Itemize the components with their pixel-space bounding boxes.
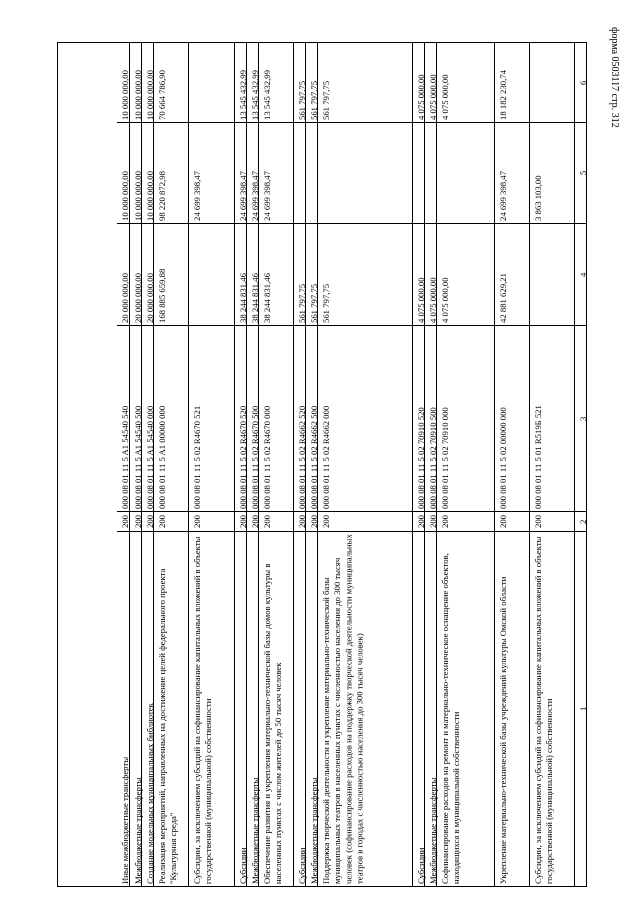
cell-code: 000 08 01 11 5 02 R4662 520	[294, 326, 305, 512]
table-row	[293, 43, 305, 886]
cell-name: Межбюджетные трансферты	[250, 777, 260, 884]
cell-line-code: 200	[437, 512, 494, 532]
cell-approved: 38 244 831,46	[235, 224, 246, 326]
cell-code: 000 08 01 11 5 02 70910 000	[437, 326, 494, 512]
cell-unexecuted: 561 797,75	[306, 43, 317, 123]
cell-unexecuted: 70 664 786,90	[154, 43, 188, 123]
cell-unexecuted: 13 545 432,99	[247, 43, 258, 123]
cell-executed: 10 000 000,00	[142, 123, 153, 224]
table-row	[412, 43, 424, 886]
header-col-3: 3	[575, 326, 586, 512]
cell-line-code: 200	[413, 512, 424, 532]
cell-executed	[318, 123, 412, 224]
header-col-6: 6	[575, 43, 586, 123]
header-col-4: 4	[575, 224, 586, 326]
cell-code: 000 08 01 11 5 A1 54540 000	[142, 326, 153, 512]
cell-approved: 561 797,75	[294, 224, 305, 326]
cell-name: Субсидии, за исключением субсидий на софинансирование капитальных вложений в объекты государственной (муниципальной) собственности	[533, 536, 555, 884]
cell-code: 000 08 01 11 5 02 R4670 521	[189, 326, 234, 512]
cell-name: Укрепление материально-технической базы учреждений культуры Омской области	[498, 576, 508, 884]
cell-approved: 4 075 000,00	[413, 224, 424, 326]
cell-name: Межбюджетные трансферты	[133, 777, 143, 884]
cell-executed: 10 000 000,00	[130, 123, 141, 224]
cell-unexecuted: 13 545 432,99	[259, 43, 293, 123]
cell-line-code: 200	[318, 512, 412, 532]
cell-line-code: 200	[495, 512, 529, 532]
cell-unexecuted: 10 000 000,00	[142, 43, 153, 123]
form-label: форма 0503117 стр. 312	[609, 27, 620, 128]
cell-unexecuted: 561 797,75	[318, 43, 412, 123]
table-row	[317, 43, 412, 886]
header-col-1: 1	[578, 706, 588, 712]
cell-name: Субсидии	[297, 847, 307, 884]
cell-line-code: 200	[259, 512, 293, 532]
cell-approved: 4 075 000,00	[425, 224, 436, 326]
cell-code: 000 08 01 11 5 02 70910 520	[413, 326, 424, 512]
cell-code: 000 08 01 11 5 01 R519Б 521	[530, 326, 574, 512]
cell-name: Субсидии, за исключением субсидий на софинансирование капитальных вложений в объекты государственной (муниципальной) собственности	[192, 536, 214, 884]
cell-line-code: 200	[294, 512, 305, 532]
table-row	[153, 43, 188, 886]
cell-line-code: 200	[154, 512, 188, 532]
cell-executed	[294, 123, 305, 224]
cell-unexecuted: 10 000 000,00	[117, 43, 129, 123]
cell-approved	[189, 224, 234, 326]
cell-code: 000 08 01 11 5 02 R4670 500	[247, 326, 258, 512]
cell-name: Субсидии	[416, 847, 426, 884]
cell-approved: 561 797,75	[306, 224, 317, 326]
cell-approved: 38 244 831,46	[259, 224, 293, 326]
cell-executed	[437, 123, 494, 224]
table-row	[529, 43, 574, 886]
cell-line-code: 200	[425, 512, 436, 532]
cell-executed: 24 699 398,47	[189, 123, 234, 224]
cell-unexecuted: 13 545 432,99	[235, 43, 246, 123]
cell-line-code: 200	[142, 512, 153, 532]
cell-code: 000 08 01 11 5 02 00000 000	[495, 326, 529, 512]
cell-line-code: 200	[130, 512, 141, 532]
cell-name: Межбюджетные трансферты	[309, 777, 319, 884]
cell-code: 000 08 01 11 5 A1 00000 000	[154, 326, 188, 512]
cell-line-code: 200	[235, 512, 246, 532]
cell-name: Создание модельных муниципальных библиотек	[145, 703, 155, 884]
cell-unexecuted: 561 797,75	[294, 43, 305, 123]
cell-name: Софинансирование расходов на ремонт и материально-техническое оснащение объектов, находящихся в муниципальной собственности	[440, 553, 462, 884]
cell-line-code: 200	[189, 512, 234, 532]
cell-name: Иные межбюджетные трансферты	[120, 756, 130, 884]
table-row	[188, 43, 234, 886]
cell-name: Субсидии	[238, 847, 248, 884]
cell-line-code: 200	[117, 512, 129, 532]
cell-executed: 24 699 398,47	[495, 123, 529, 224]
cell-executed: 10 000 000,00	[117, 123, 129, 224]
cell-code: 000 08 01 11 5 02 R4670 000	[259, 326, 293, 512]
cell-executed: 24 699 398,47	[259, 123, 293, 224]
cell-code: 000 08 01 11 5 02 R4662 000	[318, 326, 412, 512]
cell-approved: 20 000 000,00	[142, 224, 153, 326]
header-col-2: 2	[575, 512, 586, 532]
cell-name: Реализация мероприятий, направленных на достижение целей федерального проекта "Культурная среда"	[157, 568, 179, 884]
cell-executed: 3 863 103,00	[530, 123, 574, 224]
cell-unexecuted: 4 075 000,00	[425, 43, 436, 123]
table-row	[234, 43, 246, 886]
cell-unexecuted	[530, 43, 574, 123]
cell-line-code: 200	[530, 512, 574, 532]
cell-approved: 20 000 000,00	[117, 224, 129, 326]
cell-executed: 98 220 872,98	[154, 123, 188, 224]
budget-table	[57, 42, 587, 887]
cell-unexecuted: 18 182 230,74	[495, 43, 529, 123]
table-row	[436, 43, 494, 886]
cell-approved: 42 881 629,21	[495, 224, 529, 326]
cell-unexecuted	[189, 43, 234, 123]
cell-code: 000 08 01 11 5 A1 54540 500	[130, 326, 141, 512]
cell-approved: 38 244 831,46	[247, 224, 258, 326]
table-header-row	[574, 43, 586, 886]
cell-executed: 24 699 398,47	[247, 123, 258, 224]
cell-line-code: 200	[306, 512, 317, 532]
cell-approved: 20 000 000,00	[130, 224, 141, 326]
table-row	[258, 43, 293, 886]
cell-approved: 168 885 659,88	[154, 224, 188, 326]
cell-approved	[530, 224, 574, 326]
cell-name: Обеспечение развития и укрепления материально-технической базы домов культуры в населенных пунктах с числом жителей до 50 тысяч человек	[262, 563, 284, 884]
cell-code: 000 08 01 11 5 A1 54540 540	[117, 326, 129, 512]
cell-code: 000 08 01 11 5 02 R4662 500	[306, 326, 317, 512]
cell-unexecuted: 4 075 000,00	[437, 43, 494, 123]
table-row	[494, 43, 529, 886]
cell-executed	[306, 123, 317, 224]
cell-executed	[413, 123, 424, 224]
header-col-5: 5	[575, 123, 586, 224]
cell-name: Межбюджетные трансферты	[428, 777, 438, 884]
cell-executed: 24 699 398,47	[235, 123, 246, 224]
cell-name: Поддержка творческой деятельности и укрепление материально-технической базы муниципальных театров в населенных пунктах с численностью населения до 300 тысяч человек (софинансирование расходов на поддержку творческой деятельности муниципальных театров в городах с численностью населения до 300 тысяч человек)	[321, 534, 365, 884]
cell-approved: 561 797,75	[318, 224, 412, 326]
cell-line-code: 200	[247, 512, 258, 532]
cell-unexecuted: 10 000 000,00	[130, 43, 141, 123]
cell-code: 000 08 01 11 5 02 R4670 520	[235, 326, 246, 512]
cell-unexecuted: 4 075 000,00	[413, 43, 424, 123]
cell-executed	[425, 123, 436, 224]
cell-approved: 4 075 000,00	[437, 224, 494, 326]
cell-code: 000 08 01 11 5 02 70910 500	[425, 326, 436, 512]
table-row	[117, 43, 129, 886]
